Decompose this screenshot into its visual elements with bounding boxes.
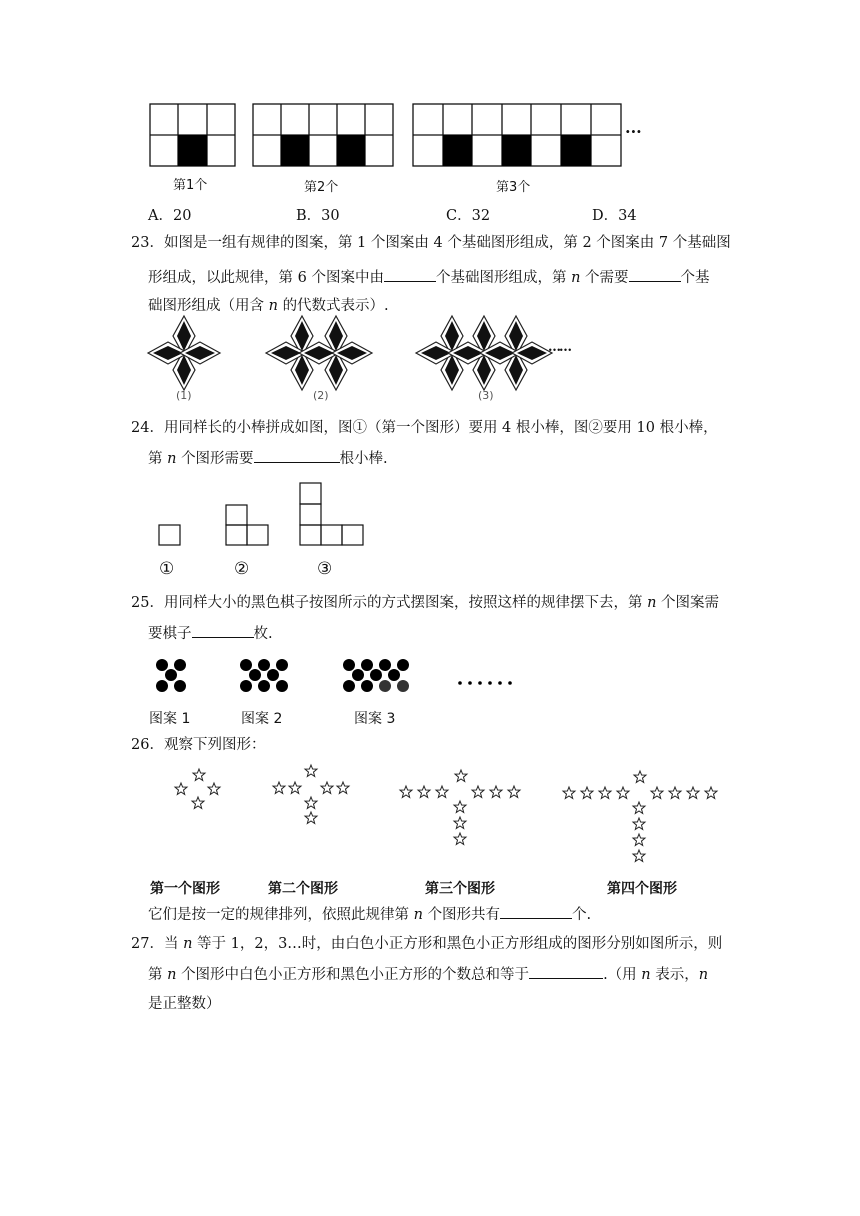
q27-text: 当 xyxy=(163,936,179,952)
q26-text: 个图形共有 xyxy=(427,907,501,923)
question-number: 26． xyxy=(131,737,164,753)
q26-caption-1: 第一个图形 xyxy=(150,881,220,897)
variable-n: n xyxy=(413,907,423,923)
q25-text: 要棋子 xyxy=(148,626,192,642)
q23-text: 个需要 xyxy=(585,270,629,286)
q24-text: 用同样长的小棒拼成如图，图①（第一个图形）要用 4 根小棒，图②要用 10 根小棒， xyxy=(163,420,718,436)
q24-text: 根小棒. xyxy=(339,451,388,467)
q26-caption-3: 第三个图形 xyxy=(425,881,495,897)
q26-caption-2: 第二个图形 xyxy=(268,881,338,897)
answer-blank[interactable] xyxy=(500,904,572,919)
q27-text: 等于 1，2，3…时，由白色小正方形和黑色小正方形组成的图形分别如图所示，则 xyxy=(197,936,723,952)
q24-caption-2: ② xyxy=(234,559,250,579)
q27-line-3 xyxy=(148,994,221,1014)
q25-caption-2: 图案 2 xyxy=(241,711,283,727)
question-number: 24． xyxy=(131,420,164,436)
q23-text: 个基础图形组成，第 xyxy=(435,270,567,286)
q22-caption-2: 第2个 xyxy=(304,180,339,195)
q26-text: 观察下列图形： xyxy=(163,737,266,753)
q22-caption-1: 第1个 xyxy=(173,178,208,193)
question-number: 27． xyxy=(131,936,164,952)
variable-n: n xyxy=(571,270,581,286)
q24-caption-1: ① xyxy=(159,559,175,579)
variable-n: n xyxy=(698,967,709,983)
q25-text: 用同样大小的黑色棋子按图所示的方式摆图案，按照这样的规律摆下去，第 xyxy=(163,595,643,611)
question-number: 25． xyxy=(131,595,164,611)
variable-n: n xyxy=(183,936,193,952)
q26-text: 它们是按一定的规律排列，依照此规律第 xyxy=(148,907,409,923)
q25-text: 个图案需 xyxy=(661,595,720,611)
q25-text: 枚. xyxy=(253,626,273,642)
variable-n: n xyxy=(641,967,651,983)
q27-line-2 xyxy=(148,964,708,985)
q24-text: 个图形需要 xyxy=(181,451,254,467)
q22-option-b: B．30 xyxy=(296,208,340,224)
q23-caption-1: (1) xyxy=(176,389,192,402)
variable-n: n xyxy=(268,298,278,314)
q23-caption-3: (3) xyxy=(478,389,494,402)
q22-option-c: C．32 xyxy=(446,208,491,224)
q27-text: .（用 xyxy=(603,967,637,983)
q23-text: 础图形组成（用含 xyxy=(148,298,264,314)
q26-caption-4: 第四个图形 xyxy=(607,881,677,897)
q22-option-d: D．34 xyxy=(592,208,637,224)
q22-caption-3: 第3个 xyxy=(496,180,531,195)
q27-text: 是正整数） xyxy=(148,996,221,1012)
q22-option-a: A．20 xyxy=(148,208,192,224)
q23-text: 如图是一组有规律的图案，第 1 个图案由 4 个基础图形组成，第 2 个图案由 7 个基础图 xyxy=(163,235,731,251)
q27-text: 个图形中白色小正方形和黑色小正方形的个数总和等于 xyxy=(181,967,530,983)
q22-ellipsis: ··· xyxy=(625,122,642,141)
q27-line-1 xyxy=(131,934,722,954)
q24-caption-3: ③ xyxy=(317,559,333,579)
q26-text: 个. xyxy=(572,907,592,923)
q23-caption-2: (2) xyxy=(313,389,329,402)
q23-ellipsis: …… xyxy=(548,340,570,355)
q27-text: 第 xyxy=(148,967,163,983)
q25-caption-1: 图案 1 xyxy=(149,711,191,727)
question-number: 23． xyxy=(131,235,164,251)
variable-n: n xyxy=(647,595,657,611)
variable-n: n xyxy=(167,451,177,467)
q24-text: 第 xyxy=(148,451,163,467)
q23-text: 个基 xyxy=(680,270,710,286)
q25-caption-3: 图案 3 xyxy=(354,711,396,727)
variable-n: n xyxy=(167,967,177,983)
q23-text: 形组成，以此规律，第 6 个图案中由 xyxy=(148,270,384,286)
q23-text: 的代数式表示）. xyxy=(282,298,389,314)
q26-line-2 xyxy=(148,904,591,925)
answer-blank[interactable] xyxy=(529,964,603,979)
q27-text: 表示， xyxy=(655,967,699,983)
